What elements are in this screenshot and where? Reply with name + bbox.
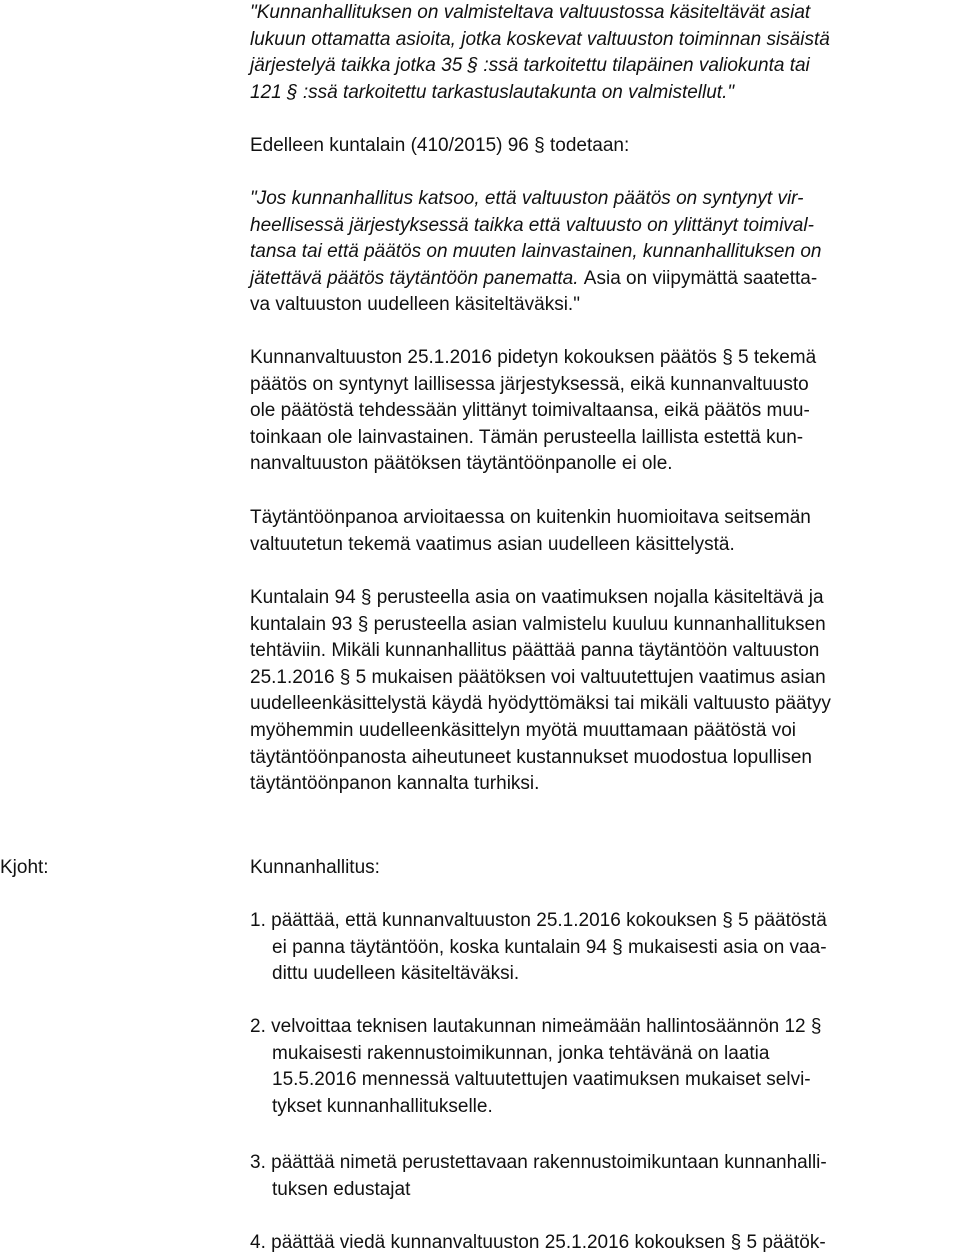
text-segment: päätös on syntynyt laillisessa järjestyksessä, eikä kunnanvaltuusto xyxy=(250,373,809,395)
paragraph-5 xyxy=(250,505,956,558)
text-segment: Kuntalain 94 § perusteella asia on vaatimuksen nojalla käsiteltävä ja xyxy=(250,587,824,608)
text-line xyxy=(250,239,956,266)
text-line xyxy=(250,266,956,293)
text-segment: toinkaan ole lainvastainen. Tämän perusteella laillista estettä kun- xyxy=(250,426,804,448)
text-line xyxy=(250,665,956,692)
paragraph-3 xyxy=(250,186,956,319)
text-segment: Täytäntöönpanoa arvioitaessa on kuitenkin huomioitava seitsemän xyxy=(250,507,811,528)
text-line: 3. päättää nimetä perustettavaan rakennustoimikuntaan kunnanhalli- xyxy=(250,1152,827,1173)
text-line: 1. päättää, että kunnanvaltuuston 25.1.2016 kokouksen § 5 päätöstä xyxy=(250,910,827,931)
kjoht-recipient: Kunnanhallitus: xyxy=(250,857,380,878)
decision-item-4 xyxy=(250,1230,956,1257)
text-segment: valtuutetun tekemä vaatimus asian uudelleen käsittelystä. xyxy=(250,533,735,555)
text-segment: 121 § :ssä tarkoitettu tarkastuslautakunta on valmistellut." xyxy=(250,81,735,103)
text-segment: Edelleen kuntalain (410/2015) 96 § todetaan: xyxy=(250,135,630,156)
text-line: 4. päättää viedä kunnanvaltuuston 25.1.2016 kokouksen § 5 päätök- xyxy=(250,1232,826,1253)
text-segment: heellisessä järjestyksessä taikka että valtuusto on ylittänyt toimival- xyxy=(250,214,814,236)
text-line: dittu uudelleen käsiteltäväksi. xyxy=(272,963,520,985)
text-line xyxy=(250,372,956,399)
text-line xyxy=(250,691,956,718)
text-segment: tansa tai että päätös on muuten lainvastainen, kunnanhallituksen on xyxy=(250,241,822,263)
decision-item-1 xyxy=(250,908,956,988)
text-line xyxy=(250,425,956,452)
text-line xyxy=(250,80,956,107)
text-segment: lukuun ottamatta asioita, jotka koskevat valtuuston toiminnan sisäistä xyxy=(250,28,830,50)
text-segment: jätettävä päätös täytäntöön panematta. xyxy=(250,267,584,289)
text-line: ei panna täytäntöön, koska kuntalain 94 § mukaisesti asia on vaa- xyxy=(272,936,827,958)
text-line xyxy=(250,27,956,54)
text-line xyxy=(250,292,956,319)
text-line: tuksen edustajat xyxy=(272,1178,411,1200)
text-line xyxy=(250,345,956,372)
text-segment: myöhemmin uudelleenkäsittelyn myötä muuttamaan päätöstä voi xyxy=(250,719,797,741)
text-segment: tehtäviin. Mikäli kunnanhallitus päättää panna täytäntöön valtuuston xyxy=(250,640,820,662)
paragraph-2 xyxy=(250,133,956,160)
text-line: mukaisesti rakennustoimikunnan, jonka tehtävänä on laatia xyxy=(272,1042,770,1064)
text-segment: "Kunnanhallituksen on valmisteltava valtuustossa käsiteltävät asiat xyxy=(250,2,811,23)
text-segment: nanvaltuuston päätöksen täytäntöönpanolle ei ole. xyxy=(250,453,673,475)
kjoht-label: Kjoht: xyxy=(0,857,49,878)
text-segment: 25.1.2016 § 5 mukaisen päätöksen voi valtuutettujen vaatimus asian xyxy=(250,666,826,688)
text-line xyxy=(250,638,956,665)
text-line: 2. velvoittaa teknisen lautakunnan nimeämään hallintosäännön 12 § xyxy=(250,1016,822,1037)
paragraph-6 xyxy=(250,585,956,798)
paragraph-1 xyxy=(250,0,956,106)
paragraph-4 xyxy=(250,345,956,478)
text-line xyxy=(250,771,956,798)
text-line xyxy=(250,0,956,27)
decision-item-2 xyxy=(250,1014,956,1120)
text-line xyxy=(250,398,956,425)
text-line xyxy=(250,585,956,612)
text-segment: ole päätöstä tehdessään ylittänyt toimivaltaansa, eikä päätös muu- xyxy=(250,400,810,422)
text-line xyxy=(250,612,956,639)
text-segment: "Jos kunnanhallitus katsoo, että valtuuston päätös on syntynyt vir- xyxy=(250,188,804,209)
text-line xyxy=(250,133,956,160)
text-segment: täytäntöönpanon kannalta turhiksi. xyxy=(250,773,540,795)
text-line: 15.5.2016 mennessä valtuutettujen vaatimuksen mukaiset selvi- xyxy=(272,1069,811,1091)
text-segment: uudelleenkäsittelystä käydä hyödyttömäksi tai mikäli valtuusto päätyy xyxy=(250,693,831,715)
text-segment: Kunnanvaltuuston 25.1.2016 pidetyn kokouksen päätös § 5 tekemä xyxy=(250,347,817,368)
text-line xyxy=(250,745,956,772)
text-segment: järjestelyä taikka jotka 35 § :ssä tarkoitettu tilapäinen valiokunta tai xyxy=(250,55,810,77)
text-segment: Asia on viipymättä saatetta- xyxy=(583,267,818,289)
text-line: tykset kunnanhallitukselle. xyxy=(272,1095,493,1117)
text-segment: täytäntöönpanosta aiheutuneet kustannukset muodostua lopullisen xyxy=(250,746,812,768)
text-line xyxy=(250,213,956,240)
text-line xyxy=(250,451,956,478)
text-line xyxy=(250,505,956,532)
text-segment: kuntalain 93 § perusteella asian valmistelu kuuluu kunnanhallituksen xyxy=(250,613,826,635)
text-line xyxy=(250,718,956,745)
text-line xyxy=(250,186,956,213)
text-segment: va valtuuston uudelleen käsiteltäväksi." xyxy=(250,294,580,316)
text-line xyxy=(250,53,956,80)
text-line xyxy=(250,532,956,559)
decision-item-3 xyxy=(250,1150,956,1203)
